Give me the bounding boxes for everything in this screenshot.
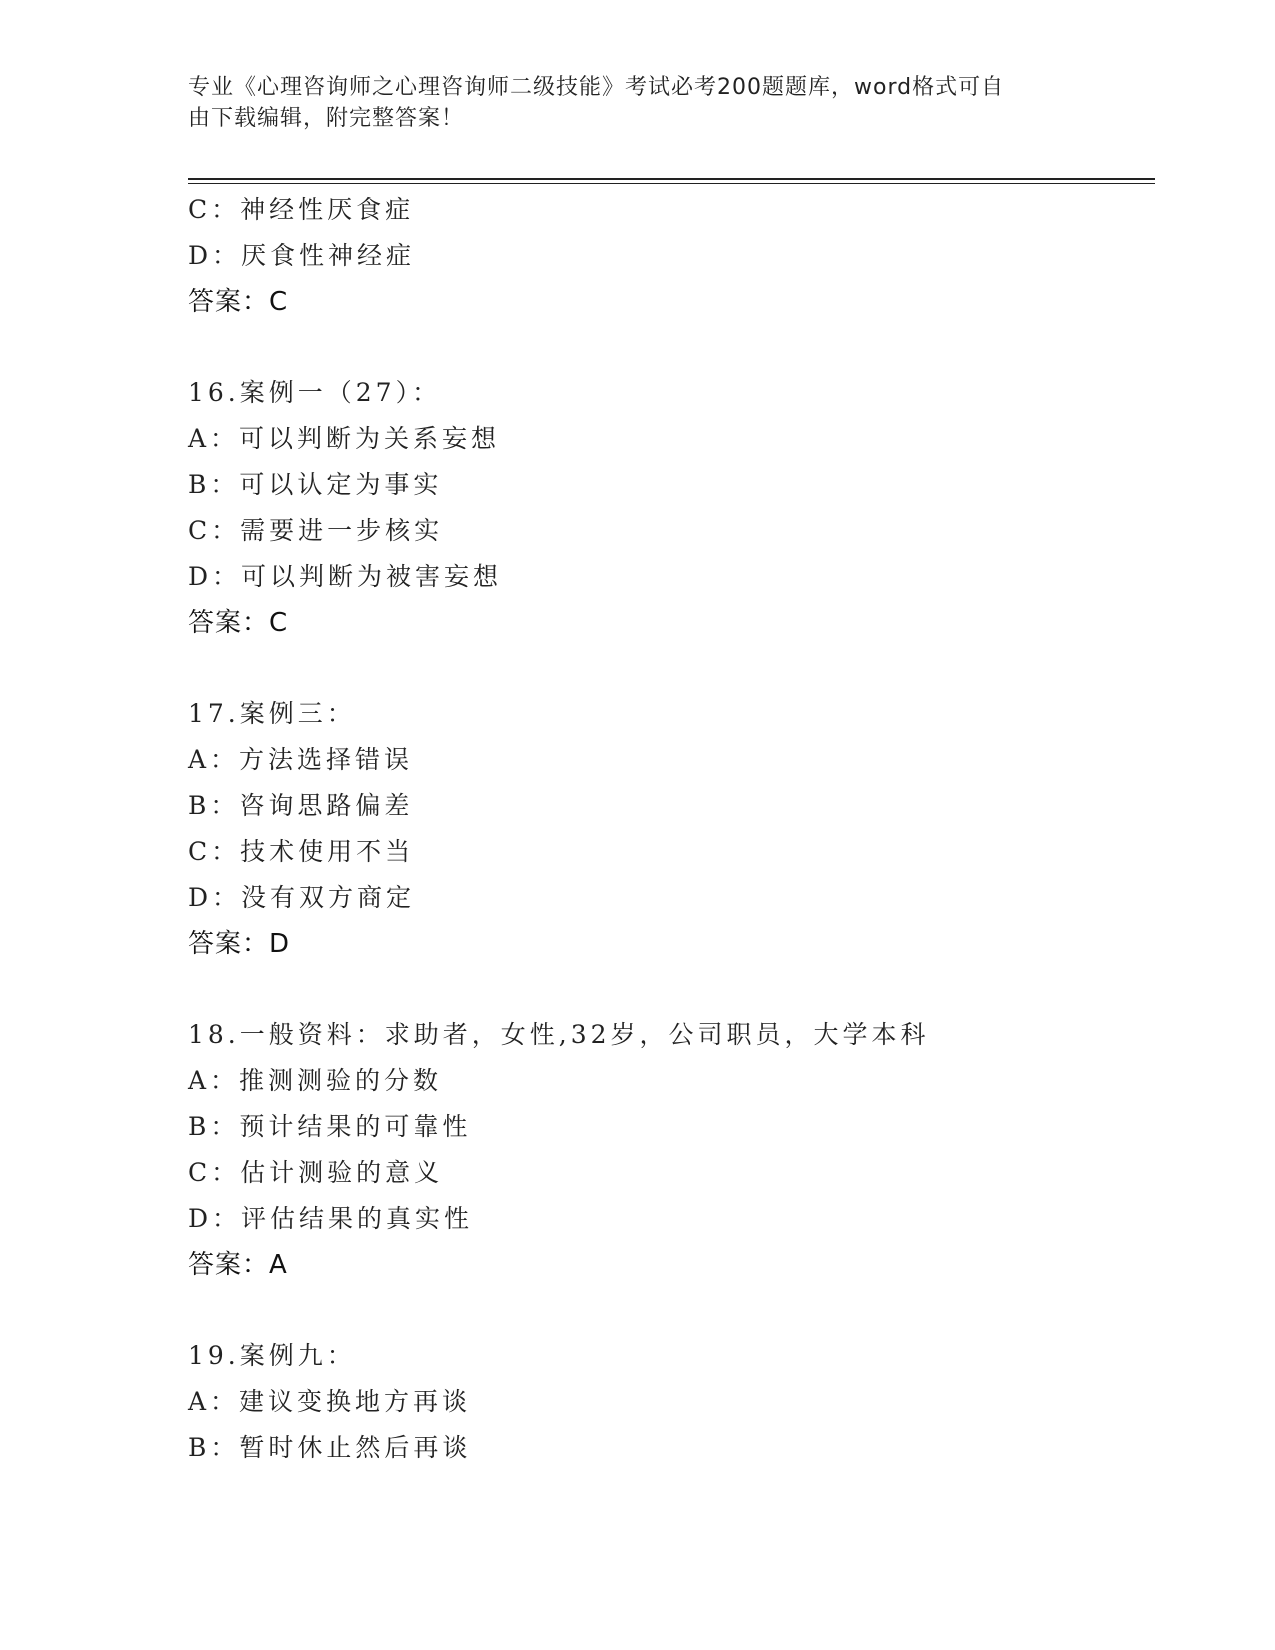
question-block: [188, 1012, 1148, 1288]
option-c: C：需要进一步核实: [188, 516, 444, 545]
option-a: A：推测测验的分数: [188, 1066, 443, 1095]
option-d: D：可以判断为被害妄想: [188, 562, 503, 591]
question-title: 19.案例九：: [188, 1341, 356, 1370]
option-a: A：建议变换地方再谈: [188, 1387, 472, 1416]
option-d: D：没有双方商定: [188, 883, 416, 912]
question-title: 16.案例一（27）：: [188, 378, 442, 407]
option-d: D：评估结果的真实性: [188, 1204, 474, 1233]
spacer: [188, 325, 1148, 370]
answer-line: 答案：D: [188, 929, 291, 959]
question-list: [188, 187, 1148, 1471]
spacer: [188, 1288, 1148, 1333]
option-c: C：估计测验的意义: [188, 1158, 444, 1187]
option-d: D：厌食性神经症: [188, 241, 416, 270]
option-b: B：咨询思路偏差: [188, 791, 414, 820]
question-block: [188, 370, 1148, 646]
answer-line: 答案：A: [188, 1250, 288, 1280]
header-rule-thin: [188, 183, 1155, 184]
question-block: [188, 187, 1148, 325]
answer-line: 答案：C: [188, 287, 289, 317]
question-title: 17.案例三：: [188, 699, 356, 728]
option-b: B：可以认定为事实: [188, 470, 443, 499]
answer-line: 答案：C: [188, 608, 289, 638]
spacer: [188, 967, 1148, 1012]
option-a: A：可以判断为关系妄想: [188, 424, 501, 453]
option-b: B：预计结果的可靠性: [188, 1112, 472, 1141]
header-rule-thick: [188, 178, 1155, 180]
document-header: [188, 72, 1068, 134]
header-line-2: 由下载编辑，附完整答案！: [188, 106, 465, 131]
option-a: A：方法选择错误: [188, 745, 414, 774]
option-c: C：神经性厌食症: [188, 195, 415, 224]
question-title: 18.一般资料：求助者，女性,32岁，公司职员，大学本科: [188, 1020, 930, 1049]
option-b: B：暂时休止然后再谈: [188, 1433, 472, 1462]
question-block: [188, 691, 1148, 967]
question-block: [188, 1333, 1148, 1471]
option-c: C：技术使用不当: [188, 837, 415, 866]
header-line-1: 专业《心理咨询师之心理咨询师二级技能》考试必考200题题库，word格式可自: [188, 75, 1005, 100]
spacer: [188, 646, 1148, 691]
